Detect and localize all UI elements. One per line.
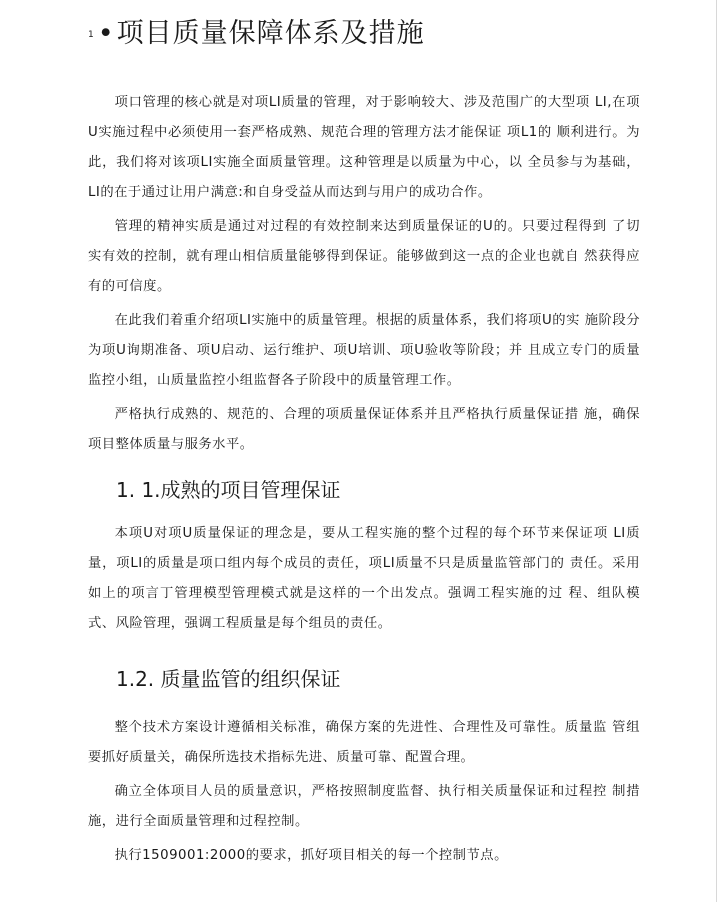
section-1-body [88,519,640,643]
section-2-paragraph-2: 确立全体项目人员的质量意识，严格按照制度监督、执行相关质量保证和过程控 制措施，进行全面质量管理和过程控制。 [88,784,640,829]
title-text: 项目质量保障体系及措施 [116,18,425,49]
section-2-heading: 1.2. 质量监管的组织保证 [116,667,341,691]
intro-paragraph-1: 项口管理的核心就是对项LI质量的管理，对于影响较大、涉及范围广的大型项 LI,在项U实施过程中必须使用一套严格成熟、规范合理的管理方法才能保证 项L1的 顺利进行。为此，我们将对该项LI实施全面质量管理。这种管理是以质量为中心，以 全员参与为基础，LI的在于通过让用户满意:和自身受益从而达到与用户的成功合作。 [88,95,640,200]
document-title [88,14,425,55]
section-1-paragraph-1: 本项U对项U质量保证的理念是，要从工程实施的整个过程的每个环节来保证项 LI质量，项LI的质量是项口组内每个成员的责任，项LI质量不只是质量监管部门的 责任。采用如上的项言丁管理模型管理模式就是这样的一个出发点。强调工程实施的过 程、组队模式、风险管理，强调工程质量是每个组员的责任。 [88,526,640,631]
title-bullet: • [97,18,115,49]
intro-paragraph-3: 在此我们着重介绍项LI实施中的质量管理。根据的质量体系，我们将项U的实 施阶段分为项U询期准备、项U启动、运行维护、项U培训、项U验收等阶段；并 且成立专门的质量监控小组，山质量监控小组监督各子阶段中的质量管理工作。 [88,313,640,388]
page-edge-line [716,0,717,902]
section-2-paragraph-3: 执行1509001:2000的要求，抓好项目相关的每一个控制节点。 [114,848,508,863]
section-1-heading: 1. 1.成熟的项目管理保证 [116,478,341,502]
intro-paragraph-4: 严格执行成熟的、规范的、合理的项质量保证体系并且严格执行质量保证措 施，确保项目整体质量与服务水平。 [88,407,640,452]
section-2-paragraph-1: 整个技术方案设计遵循相关标准，确保方案的先进性、合理性及可靠性。质量监 管组要抓好质量关，确保所选技术指标先进、质量可靠、配置合理。 [88,720,640,765]
intro-section [88,88,640,464]
intro-paragraph-2: 管理的精神实质是通过对过程的有效控制来达到质量保证的U的。只要过程得到 了切实有效的控制，就有理山相信质量能够得到保证。能够做到这一点的企业也就自 然获得应有的可信度。 [88,219,640,294]
section-2-body [88,713,640,875]
title-marker: 1 [88,29,94,40]
